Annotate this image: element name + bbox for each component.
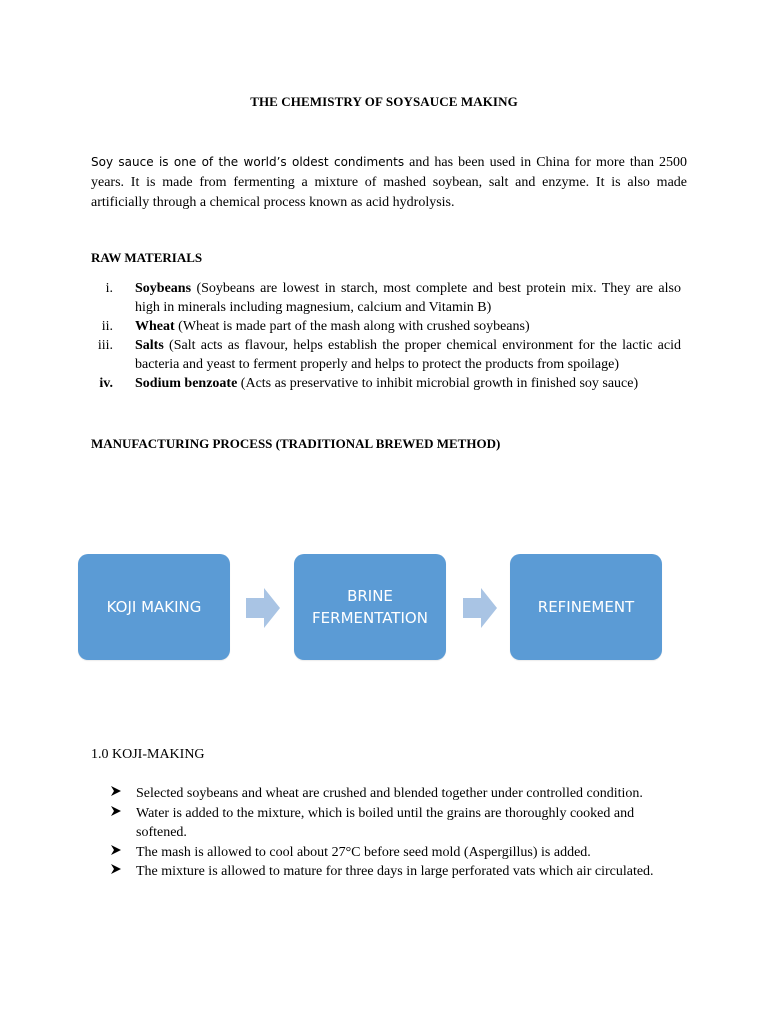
manufacturing-heading: MANUFACTURING PROCESS (TRADITIONAL BREWED METHOD) <box>91 436 501 451</box>
raw-item-number: i. <box>105 281 113 296</box>
koji-bullet-list <box>110 784 688 882</box>
raw-item-number: iv. <box>99 376 113 391</box>
arrowhead-bullet-icon <box>110 785 122 797</box>
raw-item-wheat <box>91 317 681 336</box>
intro-lead: Soy sauce is one of the world’s oldest condiments <box>91 155 405 169</box>
document-title: THE CHEMISTRY OF SOYSAUCE MAKING <box>250 94 518 109</box>
flow-step-label-line2: FERMENTATION <box>312 609 428 627</box>
arrowhead-bullet-icon <box>110 863 122 875</box>
intro-rest: and has been used in China for more than 2500 years. It is made from fermenting a mixture of mashed soybean, salt and enzyme. It is also made artificially through a chemical process known as acid hydrolysis. <box>91 155 687 210</box>
raw-item-name: Salts <box>135 338 164 353</box>
bullet-text: Selected soybeans and wheat are crushed and blended together under controlled condition. <box>136 786 643 801</box>
raw-item-desc: (Soybeans are lowest in starch, most complete and best protein mix. They are also high in minerals including magnesium, calcium and Vitamin B) <box>135 281 681 315</box>
raw-item-name: Wheat <box>135 319 175 334</box>
raw-item-name: Soybeans <box>135 281 192 296</box>
list-item <box>110 843 688 863</box>
koji-section-heading: 1.0 KOJI-MAKING <box>91 747 205 762</box>
flow-arrow-right-icon <box>246 588 280 628</box>
list-item <box>110 804 688 843</box>
raw-item-desc: (Acts as preservative to inhibit microbial growth in finished soy sauce) <box>237 376 639 391</box>
raw-materials-list <box>91 279 681 393</box>
flow-arrow-right-icon <box>463 588 497 628</box>
raw-item-salts <box>91 336 681 374</box>
arrowhead-bullet-icon <box>110 844 122 856</box>
raw-item-desc: (Wheat is made part of the mash along with crushed soybeans) <box>174 319 530 334</box>
bullet-text: Water is added to the mixture, which is boiled until the grains are thoroughly cooked and softened. <box>136 805 635 840</box>
flow-step-brine-fermentation <box>294 554 446 660</box>
list-item <box>110 862 688 882</box>
raw-item-name: Sodium benzoate <box>135 376 238 391</box>
arrowhead-bullet-icon <box>110 805 122 817</box>
process-flow-diagram <box>78 552 668 664</box>
list-item <box>110 784 688 804</box>
raw-item-soybeans <box>91 279 681 317</box>
raw-item-number: ii. <box>101 319 113 334</box>
flow-step-refinement <box>510 554 662 660</box>
flow-step-label: KOJI MAKING <box>106 598 202 616</box>
bullet-text: The mash is allowed to cool about 27°C before seed mold (Aspergillus) is added. <box>136 844 591 860</box>
raw-item-desc: (Salt acts as flavour, helps establish the proper chemical environment for the lactic acid bacteria and yeast to ferment properly and helps to protect the products from spoilage) <box>135 338 681 372</box>
intro-paragraph <box>91 152 687 213</box>
flow-step-label: REFINEMENT <box>537 598 635 616</box>
raw-item-sodium-benzoate <box>91 374 681 393</box>
bullet-text: The mixture is allowed to mature for three days in large perforated vats which air circulated. <box>136 864 654 879</box>
raw-item-number: iii. <box>97 338 113 353</box>
flow-step-koji-making <box>78 554 230 660</box>
raw-materials-heading: RAW MATERIALS <box>91 250 203 265</box>
flow-step-label: BRINE <box>347 587 393 605</box>
